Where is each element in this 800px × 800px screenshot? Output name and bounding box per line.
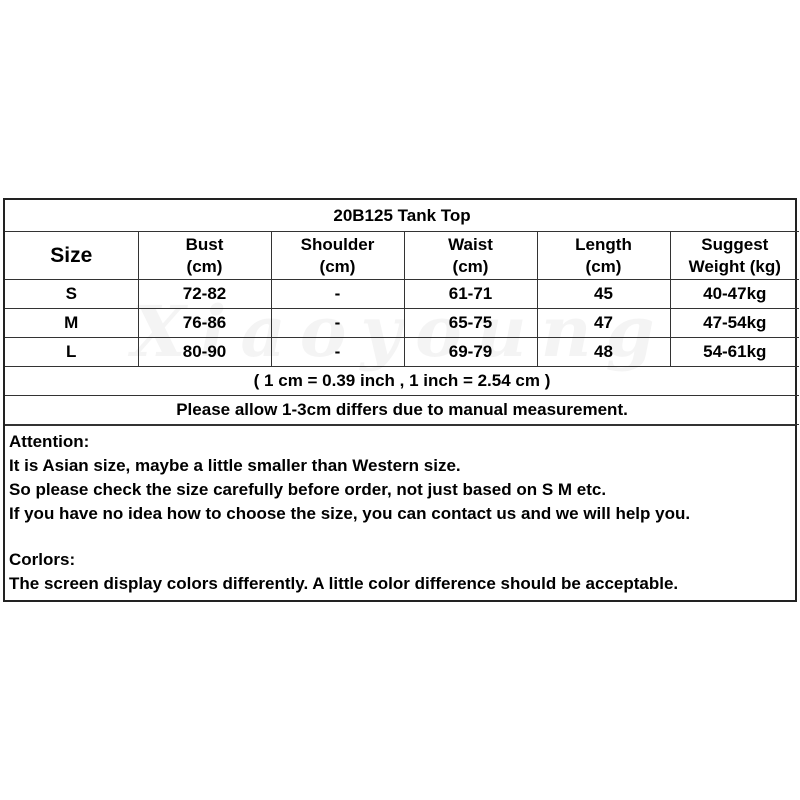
header-label: Shoulder [300, 234, 375, 254]
attention-title: Attention: [9, 432, 90, 451]
table-cell: 40-47kg [670, 280, 799, 309]
header-shoulder [271, 232, 404, 280]
table-cell: 47 [537, 309, 670, 338]
header-label: Bust [185, 234, 224, 254]
conversion-note: ( 1 cm = 0.39 inch , 1 inch = 2.54 cm ) [5, 367, 799, 396]
table-cell: - [271, 309, 404, 338]
header-unit: (cm) [319, 256, 356, 276]
notes-section [5, 425, 795, 596]
table-cell: 69-79 [404, 338, 537, 367]
table-cell: 45 [537, 280, 670, 309]
header-label: Suggest [701, 234, 769, 254]
header-label: Waist [448, 234, 493, 254]
size-chart [3, 198, 797, 602]
colors-line: The screen display colors differently. A little color difference should be acceptable. [9, 574, 679, 593]
table-cell: - [271, 338, 404, 367]
table-cell: S [5, 280, 138, 309]
header-unit: (cm) [585, 256, 622, 276]
header-length [537, 232, 670, 280]
spacer [9, 526, 791, 548]
header-weight [670, 232, 799, 280]
table-row [5, 309, 799, 338]
header-size-label: Size [50, 243, 93, 267]
table-cell: 61-71 [404, 280, 537, 309]
header-unit: (cm) [186, 256, 223, 276]
attention-line: If you have no idea how to choose the size, you can contact us and we will help you. [9, 504, 691, 523]
table-cell: - [271, 280, 404, 309]
attention-line: It is Asian size, maybe a little smaller than Western size. [9, 456, 461, 475]
table-cell: 48 [537, 338, 670, 367]
attention-line: So please check the size carefully before order, not just based on S M etc. [9, 480, 607, 499]
header-bust [138, 232, 271, 280]
header-row [5, 232, 799, 280]
table-cell: L [5, 338, 138, 367]
table-cell: M [5, 309, 138, 338]
size-table [5, 200, 799, 425]
table-row [5, 338, 799, 367]
table-cell: 47-54kg [670, 309, 799, 338]
table-cell: 65-75 [404, 309, 537, 338]
header-unit: (cm) [452, 256, 489, 276]
header-label: Length [575, 234, 632, 254]
table-cell: 76-86 [138, 309, 271, 338]
table-cell: 72-82 [138, 280, 271, 309]
conversion-row [5, 367, 799, 396]
measurement-row [5, 396, 799, 425]
table-row [5, 280, 799, 309]
header-waist [404, 232, 537, 280]
table-title: 20B125 Tank Top [5, 200, 799, 232]
table-cell: 80-90 [138, 338, 271, 367]
colors-title: Corlors: [9, 550, 76, 569]
measurement-note: Please allow 1-3cm differs due to manual measurement. [5, 396, 799, 425]
title-row [5, 200, 799, 232]
header-unit: Weight (kg) [688, 256, 781, 276]
header-size [5, 232, 138, 280]
table-cell: 54-61kg [670, 338, 799, 367]
